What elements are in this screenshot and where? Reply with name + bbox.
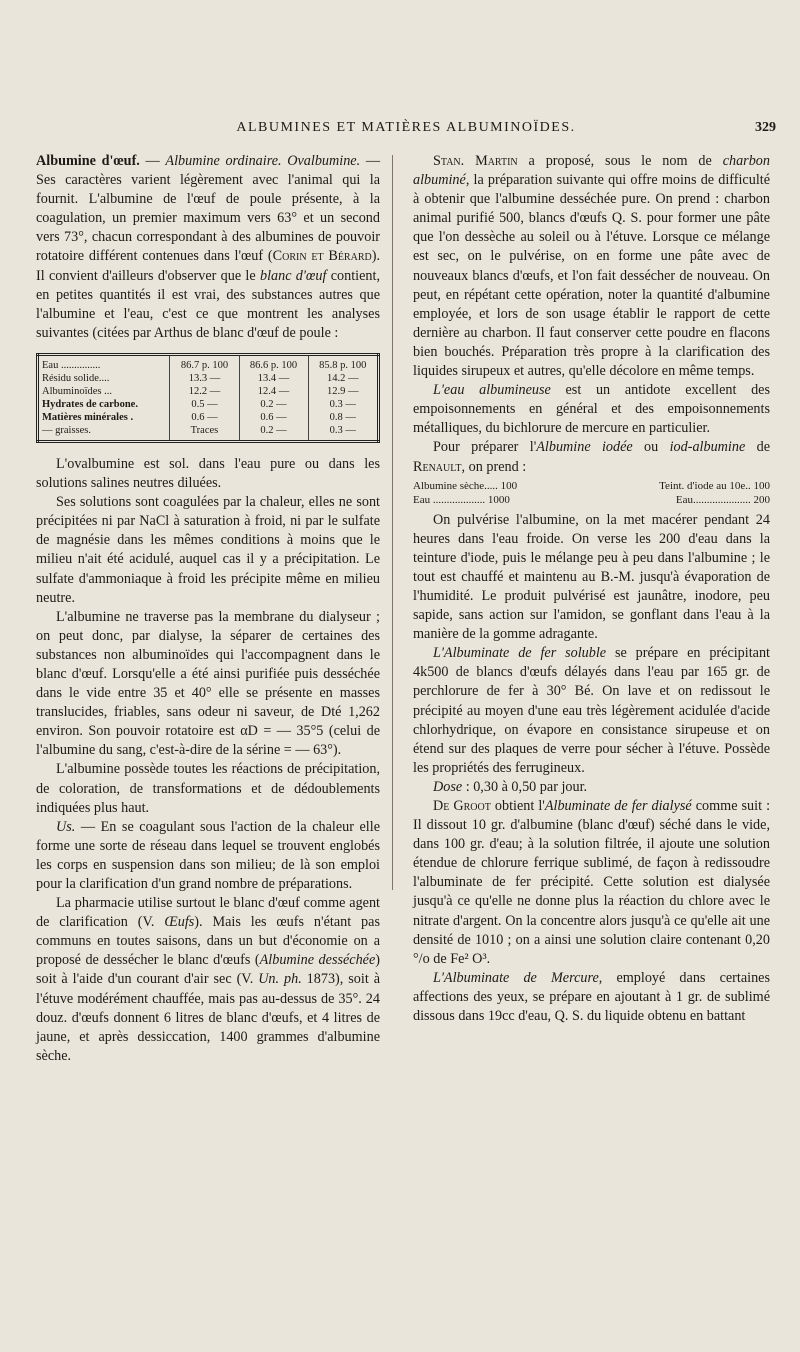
recipe-row: Albumine sèche..... 100 Teint. d'iode au 10e.. 100 [413,479,770,492]
running-title: ALBUMINES ET MATIÈRES ALBUMINOÏDES. [236,120,576,135]
paragraph-dialysis: L'albumine ne traverse pas la membrane du dialyseur ; on peut donc, par dialyse, la séparer de certaines des substances non albuminoïdes qui l'accompagnent dans le blanc d'œuf. Lorsqu'elle a été ainsi purifiée puis desséchée dans le vide entre 35 et 40° elle se présente en masses translucides, friables, sans odeur ni saveur, de Dté 1,262 environ. Son pouvoir rotatoire est αD = — 35°5 (celui de l'albumine du sang, c'est-à-dire de la sérine = — 63°). [36,608,380,759]
author-citation: Stan. Martin [433,153,518,169]
paragraph-solubility: L'ovalbumine est sol. dans l'eau pure ou dans les solutions salines neutres diluées. [36,455,380,492]
author-citation: De Groot [433,798,491,814]
paragraph-albuminate-mercure: L'Albuminate de Mercure, employé dans certaines affections des yeux, se prépare en ajoutant à 1 gr. de sublimé dissous dans 19cc d'eau, Q. S. du liquide obtenu en battant [413,969,770,1025]
paragraph-coagulation: Ses solutions sont coagulées par la chaleur, elles ne sont précipitées ni par NaCl à saturation à froid, ni par le sulfate de magnésie dans les mêmes conditions à moins que le milieu n'ait été acidulé, auquel cas il y a précipitation. Le sulfate d'ammoniaque à froid les précipite même en milieu neutre. [36,494,380,606]
paragraph-charbon-albumine: Stan. Martin a proposé, sous le nom de charbon albuminé, la préparation suivante qui offre moins de difficulté à obtenir que l'albumine desséchée pure. On prend : charbon animal purifié 500, blancs d'œufs Q. S. pour former une pâte que l'on dessèche au soleil ou à l'étuve. Lorsque ce mélange est sec, on le pulvérise, on en forme une pâte avec de nouveaux blancs d'œufs, et l'on fait dessécher de nouveau. On peut, en répétant cette opération, noter la quantité d'albumine employée, et lors de son usage établir le rapport de cette dernière au charbon. Il faut conserver cette poudre en flacons bien bouchés. Préparation très propre à la clarification des liquides sirupeux et autres, qu'elle décolore en même temps. [413,153,770,380]
table-row: — graisses. Traces 0.2 — 0.3 — [38,424,379,442]
author-citation: Renault [413,458,462,475]
paragraph-albuminate-fer: L'Albuminate de fer soluble se prépare en précipitant 4k500 de blancs d'œufs délayés dans l'eau par 165 gr. de perchlorure de fer à 30° Bé. On lave et on redissout le précipité au moyen d'une eau très légèrement acidulée d'acide chlorhydrique, on évapore en consistance sirupeuse et on étend sur des plaques de verre pour sécher à l'étuve. Possède les propriétés des ferrugineux. [413,645,770,776]
paragraph-reactions: L'albumine possède toutes les réactions de précipitation, de coloration, de transformations et de dédoublements indiquées plus haut. [36,761,380,816]
recipe-row: Eau ................... 1000 Eau..................... 200 [413,493,770,506]
right-column [413,152,770,1026]
paragraph-albumine-iodee: Pour préparer l'Albumine iodée ou iod-albumine de Renault, on prend : [413,439,770,475]
paragraph-iod-preparation: On pulvérise l'albumine, on la met macérer pendant 24 heures dans l'eau froide. On verse les 200 d'eau dans la teinture d'iode, puis le mélange peu à peu dans l'albumine ; le tout est chauffé et maintenu au B.-M. jusqu'à évaporation de l'humidité. Le produit pulvérisé est jaunâtre, inodore, peu sapide, sans action sur l'amidon, se gonflant dans l'eau à la manière de la gomme adragante. [413,511,770,643]
entry-heading: Albumine d'œuf. [36,153,140,169]
column-divider [392,155,393,890]
paragraph-pharmacy: La pharmacie utilise surtout le blanc d'œuf comme agent de clarification (V. Œufs). Mais les œufs n'étant pas communs en toutes saisons, dans un but d'économie on a proposé de dessécher le blanc d'œufs (Albumine desséchée) soit à l'aide d'un courant d'air sec (V. Un. ph. 1873), soit à l'étuve modérément chauffée, mais pas au-dessus de 35°. 24 douz. d'œufs donnent 6 litres de blanc d'œufs, et 4 litres de jaune, et après dessiccation, 1400 grammes d'albumine sèche. [36,895,381,1064]
table-row: Eau ............... 86.7 p. 100 86.6 p. 100 85.8 p. 100 [38,354,379,372]
analysis-table [36,353,380,443]
table-row: Résidu solide.... 13.3 — 13.4 — 14.2 — [38,372,379,385]
author-citation: Corin et Bérard [272,248,372,265]
running-header [36,120,776,142]
entry-synonyms: Albumine ordinaire. Ovalbumine. [165,153,361,169]
paragraph-de-groot: De Groot obtient l'Albuminate de fer dialysé comme suit : Il dissout 10 gr. d'albumine (blanc d'œuf) séché dans le vide, dans 100 gr. d'eau; à la solution filtrée, il ajoute une solution étendue de chlorure ferrique sublimé, de façon à redissoudre l'albuminate de fer précipité. Cette solution est dialysée jusqu'à ce qu'elle ne donne plus la réaction du chlore avec le nitrate d'argent. On la concentre alors jusqu'à ce qu'elle ait une densité de 1010 ; on a ainsi une solution claire contenant 0,20 °/o de Fe² O³. [413,798,771,967]
recipe-list [413,479,770,507]
table-row: Hydrates de carbone. 0.5 — 0.2 — 0.3 — [38,398,379,411]
table-row: Albuminoïdes ... 12.2 — 12.4 — 12.9 — [38,385,379,398]
left-column [36,152,380,1066]
paragraph-dose: Dose : 0,30 à 0,50 par jour. [433,778,588,795]
page-number: 329 [755,120,776,135]
paragraph-uses: Us. — En se coagulant sous l'action de la chaleur elle forme une sorte de réseau dans lequel se trouvent englobés les corps en suspension dans son milieu; de là son emploi pour la clarification d'un grand nombre de préparations. [36,818,380,892]
table-row: Matières minérales . 0.6 — 0.6 — 0.8 — [38,411,379,424]
paragraph-eau-albumineuse: L'eau albumineuse est un antidote excellent des empoisonnements en général et des empoisonnements métalliques, du bichlorure de mercure en particulier. [413,382,770,437]
paragraph-albumine-oeuf: Albumine d'œuf. — Albumine ordinaire. Ovalbumine. — Ses caractères varient légèrement avec l'animal qui la fournit. L'albumine de l'œuf de poule présente, à la coagulation, un premier maximum vers 63° et un second vers 73°, chacun correspondant à des albumines de pouvoir rotatoire différent contenues dans l'œuf (Corin et Bérard). Il convient d'ailleurs d'observer que le blanc d'œuf contient, en petites quantités il est vrai, des substances autres que l'albumine et l'eau, c'est ce que montrent les analyses suivantes (citées par Arthus de blanc d'œuf de poule : [36,153,381,341]
